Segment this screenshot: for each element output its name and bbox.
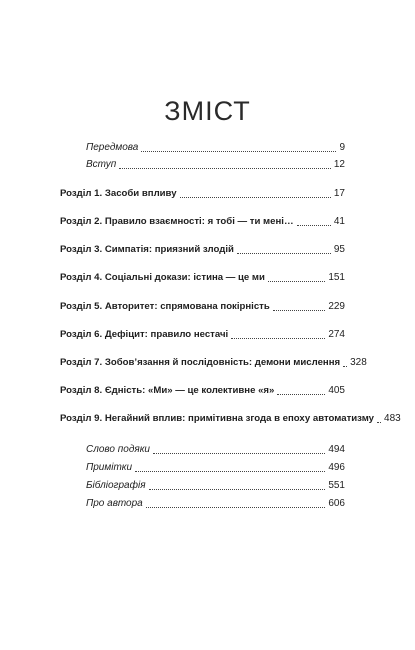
dot-leader <box>277 393 325 395</box>
toc-chapter-4[interactable] <box>0 268 415 284</box>
dot-leader <box>180 196 331 198</box>
toc-chapter-page: 95 <box>333 244 345 255</box>
toc-chapter-6[interactable] <box>0 325 415 341</box>
toc-entry-label: Слово подяки <box>86 444 150 455</box>
toc-chapter-label: Розділ 8. Єдність: «Ми» — це колективне «я» <box>60 385 275 396</box>
toc-chapter-label: Розділ 3. Симпатія: приязний злодій <box>60 244 234 255</box>
toc-chapter-label: Розділ 1. Засоби впливу <box>60 188 177 199</box>
dot-leader <box>377 421 381 423</box>
toc-chapter-label: Розділ 4. Соціальні докази: істина — це ми <box>60 272 265 283</box>
toc-entry-page: 9 <box>339 142 345 153</box>
dot-leader <box>237 252 331 254</box>
dot-leader <box>149 488 326 490</box>
toc-chapter-page: 328 <box>350 357 367 368</box>
toc-chapter-page: 41 <box>333 216 345 227</box>
toc-chapter-8[interactable] <box>0 381 415 397</box>
dot-leader <box>119 167 331 169</box>
toc-entry-page: 496 <box>328 462 345 473</box>
toc-chapter-page: 483 <box>384 413 401 424</box>
toc-chapter-page: 274 <box>328 329 345 340</box>
dot-leader <box>273 309 326 311</box>
toc-entry-label: Примітки <box>86 462 133 473</box>
toc-chapter-label: Розділ 9. Негайний вплив: примітивна згода в епоху автоматизму <box>60 413 375 424</box>
toc-chapter-7[interactable] <box>0 353 415 369</box>
toc-chapter-page: 229 <box>328 301 345 312</box>
dot-leader <box>268 280 325 282</box>
toc-entry-page: 12 <box>333 159 345 170</box>
toc-entry-label: Бібліографія <box>86 480 146 491</box>
toc-chapter-label: Розділ 6. Дефіцит: правило нестачі <box>60 329 229 340</box>
toc-chapter-label: Розділ 5. Авторитет: спрямована покірність <box>60 301 270 312</box>
toc-entry-notes[interactable] <box>0 458 415 474</box>
toc-chapter-9[interactable] <box>0 409 415 425</box>
toc-chapter-label: Розділ 2. Правило взаємності: я тобі — ти мені… <box>60 216 294 227</box>
contents-title: ЗМІСТ <box>164 96 251 126</box>
toc-chapter-3[interactable] <box>0 240 415 256</box>
dot-leader <box>141 150 336 152</box>
dot-leader <box>343 365 347 367</box>
dot-leader <box>297 224 331 226</box>
toc-entry-label: Передмова <box>86 142 139 153</box>
dot-leader <box>135 470 325 472</box>
toc-chapter-2[interactable] <box>0 212 415 228</box>
dot-leader <box>153 452 325 454</box>
toc-entry-page: 494 <box>328 444 345 455</box>
toc-chapter-page: 17 <box>333 188 345 199</box>
toc-entry-acknowledgements[interactable] <box>0 440 415 456</box>
toc-entry-page: 551 <box>328 480 345 491</box>
toc-chapter-1[interactable] <box>0 184 415 200</box>
toc-chapter-5[interactable] <box>0 297 415 313</box>
toc-entry-bibliography[interactable] <box>0 476 415 492</box>
toc-entry-about-author[interactable] <box>0 494 415 510</box>
toc-chapter-page: 405 <box>328 385 345 396</box>
toc-chapter-page: 151 <box>328 272 345 283</box>
toc-entry-foreword[interactable] <box>0 138 415 154</box>
dot-leader <box>146 506 326 508</box>
toc-entry-label: Вступ <box>86 159 117 170</box>
toc-chapter-label: Розділ 7. Зобов’язання й послідовність: демони мислення <box>60 357 341 368</box>
toc-entry-introduction[interactable] <box>0 155 415 171</box>
toc-entry-label: Про автора <box>86 498 143 509</box>
dot-leader <box>231 337 325 339</box>
toc-entry-page: 606 <box>328 498 345 509</box>
